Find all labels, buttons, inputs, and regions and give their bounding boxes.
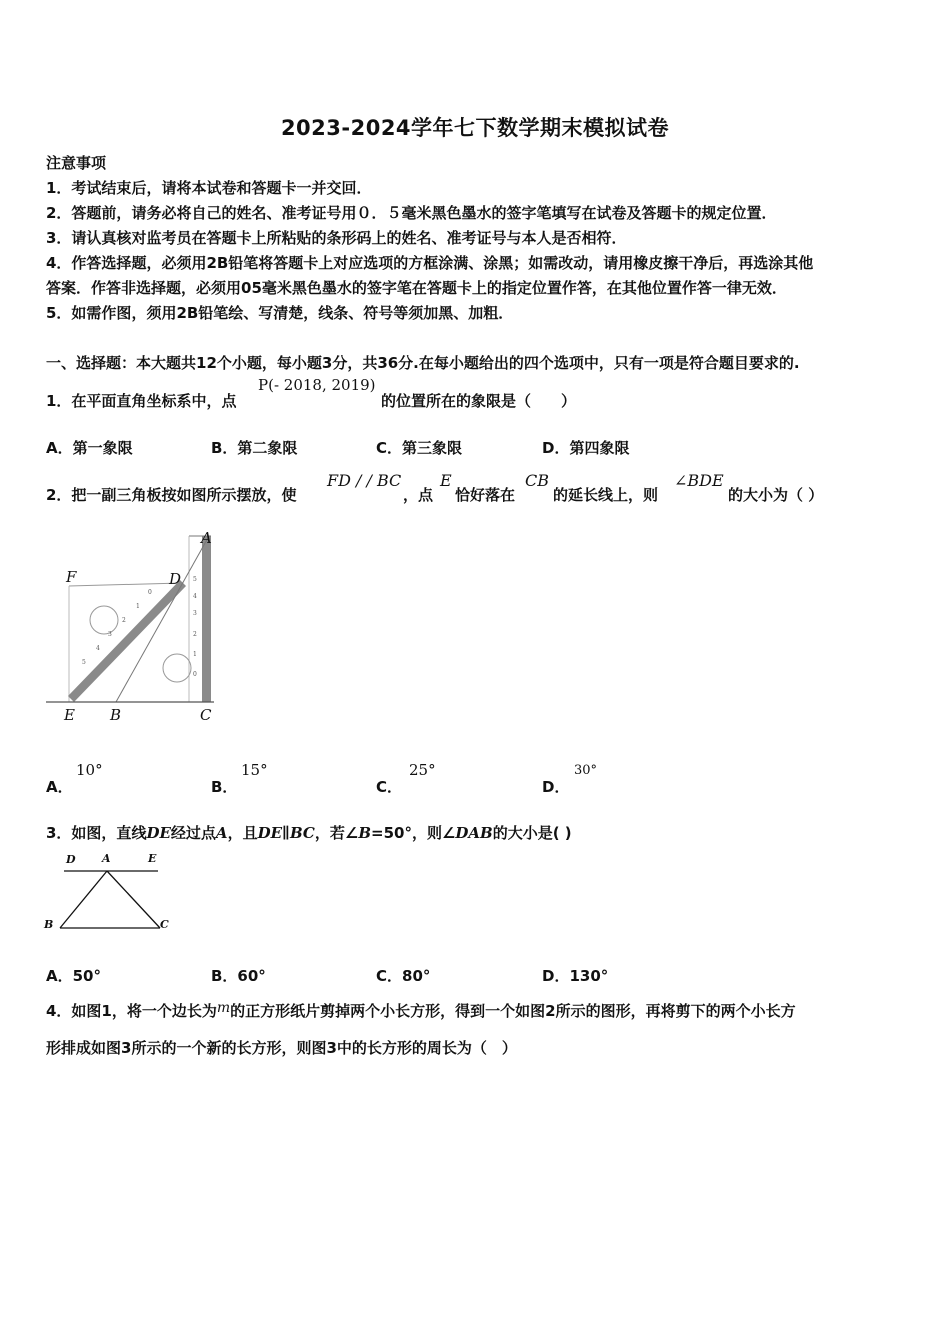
q3-text (46, 822, 572, 843)
q1-option-a: A．第一象限 (46, 439, 133, 457)
circle-decoration (163, 654, 191, 682)
tick-label: 3 (108, 631, 112, 638)
line-fd (69, 583, 182, 586)
point-label-c: C (200, 706, 212, 724)
q3-math-b: B (358, 824, 371, 842)
q1-point-math: P(- 2018, 2019) (258, 376, 376, 394)
tick-label: 1 (136, 603, 140, 610)
tick-label: 0 (193, 671, 197, 678)
line-ac (107, 871, 160, 928)
q2-option-c-value: 25° (409, 761, 436, 779)
q2-text-2: ，点 (403, 486, 434, 504)
point-label-b: B (44, 918, 54, 931)
q2-text-1: 2．把一副三角板按如图所示摆放，使 (46, 486, 297, 504)
point-label-a: A (102, 852, 111, 865)
page-title: 2023-2024学年七下数学期末模拟试卷 (280, 116, 670, 140)
notice-item: 3．请认真核对监考员在答题卡上所粘贴的条形码上的姓名、准考证号与本人是否相符． (46, 229, 627, 247)
tick-label: 2 (122, 617, 126, 624)
q3-math-a: A (215, 824, 228, 842)
q2-figure (44, 526, 224, 726)
q1-option-d: D．第四象限 (542, 439, 630, 457)
vertical-ruler (202, 536, 211, 702)
q3-text-2: 经过点 (170, 824, 216, 842)
q2-option-d-letter: D． (542, 778, 570, 796)
q2-option-c-letter: C． (376, 778, 403, 796)
q2-text-4: 的延长线上，则 (553, 486, 659, 504)
q2-option-d-value: 30° (574, 763, 598, 778)
q2-option-a-value: 10° (76, 761, 103, 779)
diagonal-ruler (68, 580, 186, 702)
q1-prefix: 1．在平面直角坐标系中，点 (46, 392, 237, 410)
tick-label: 0 (148, 589, 152, 596)
tick-label: 5 (193, 576, 197, 583)
q3-math-parallel: DE∥BC (257, 824, 315, 842)
q3-math-de: DE (146, 824, 171, 842)
point-label-e: E (148, 852, 157, 865)
q2-option-a-letter: A． (46, 778, 73, 796)
q2-math-cb: CB (525, 471, 549, 490)
notice-item: 4．作答选择题，必须用2B铅笔将答题卡上对应选项的方框涂满、涂黑；如需改动，请用橡皮擦干净后，再选涂其他 (46, 254, 814, 272)
section-heading: 一、选择题：本大题共12个小题，每小题3分，共36分.在每小题给出的四个选项中，只有一项是符合题目要求的. (46, 354, 800, 372)
tick-label: 4 (96, 645, 100, 652)
notice-heading: 注意事项 (46, 154, 107, 172)
q3-text-1: 3．如图，直线 (46, 824, 147, 842)
q3-figure (42, 848, 178, 936)
q4-text-1: 4．如图1，将一个边长为 (46, 1002, 217, 1020)
q2-option-b-value: 15° (241, 761, 268, 779)
notice-item: 5．如需作图，须用2B铅笔绘、写清楚，线条、符号等须加黑、加粗． (46, 304, 514, 322)
q1-option-b: B．第二象限 (211, 439, 298, 457)
q1-option-c: C．第三象限 (376, 439, 463, 457)
point-label-a: A (201, 529, 212, 547)
q4-line-2: 形排成如图3所示的一个新的长方形，则图3中的长方形的周长为（ ） (46, 1039, 517, 1057)
q3-option-b: B．60° (211, 967, 266, 985)
point-label-e: E (64, 706, 75, 724)
q3-math-dab: DAB (455, 824, 493, 842)
tick-label: 5 (82, 659, 86, 666)
point-label-d: D (66, 853, 76, 866)
tick-label: 1 (193, 651, 197, 658)
point-label-d: D (169, 570, 182, 588)
q2-text-3: 恰好落在 (455, 486, 516, 504)
tick-label: 4 (193, 593, 197, 600)
q1-suffix: 的位置所在的象限是（ ） (381, 392, 577, 410)
point-label-b: B (110, 706, 122, 724)
q3-text-6: 的大小是( ) (492, 824, 572, 842)
tick-label: 3 (193, 610, 197, 617)
notice-item: 答案．作答非选择题，必须用05毫米黑色墨水的签字笔在答题卡上的指定位置作答，在其他位置作答一律无效． (46, 279, 787, 297)
q2-text-5: 的大小为（ ） (728, 486, 824, 504)
point-label-c: C (160, 918, 169, 931)
notice-item: 1．考试结束后，请将本试卷和答题卡一并交回． (46, 179, 372, 197)
q3-option-c: C．80° (376, 967, 431, 985)
tick-label: 2 (193, 631, 197, 638)
q3-text-5: =50°，则∠ (371, 824, 456, 842)
notice-item: 2．答题前，请务必将自己的姓名、准考证号用０．５毫米黑色墨水的签字笔填写在试卷及答题卡的规定位置． (46, 204, 777, 222)
point-label-f: F (66, 568, 77, 586)
q2-option-b-letter: B． (211, 778, 238, 796)
q4-math-m: m (216, 1000, 231, 1016)
circle-decoration (90, 606, 118, 634)
q2-math-angle: ∠BDE (674, 471, 724, 490)
q3-text-3: ，且 (227, 824, 258, 842)
q3-option-a: A．50° (46, 967, 101, 985)
q3-text-4: ，若∠ (314, 824, 359, 842)
q4-text-2: 的正方形纸片剪掉两个小长方形，得到一个如图2所示的图形，再将剪下的两个小长方 (230, 1002, 796, 1020)
q2-math-fd-bc: FD / / BC (327, 471, 402, 490)
q3-option-d: D．130° (542, 967, 609, 985)
q2-math-e: E (440, 471, 452, 490)
line-ab (60, 871, 107, 928)
q4-line-1 (46, 1000, 796, 1021)
